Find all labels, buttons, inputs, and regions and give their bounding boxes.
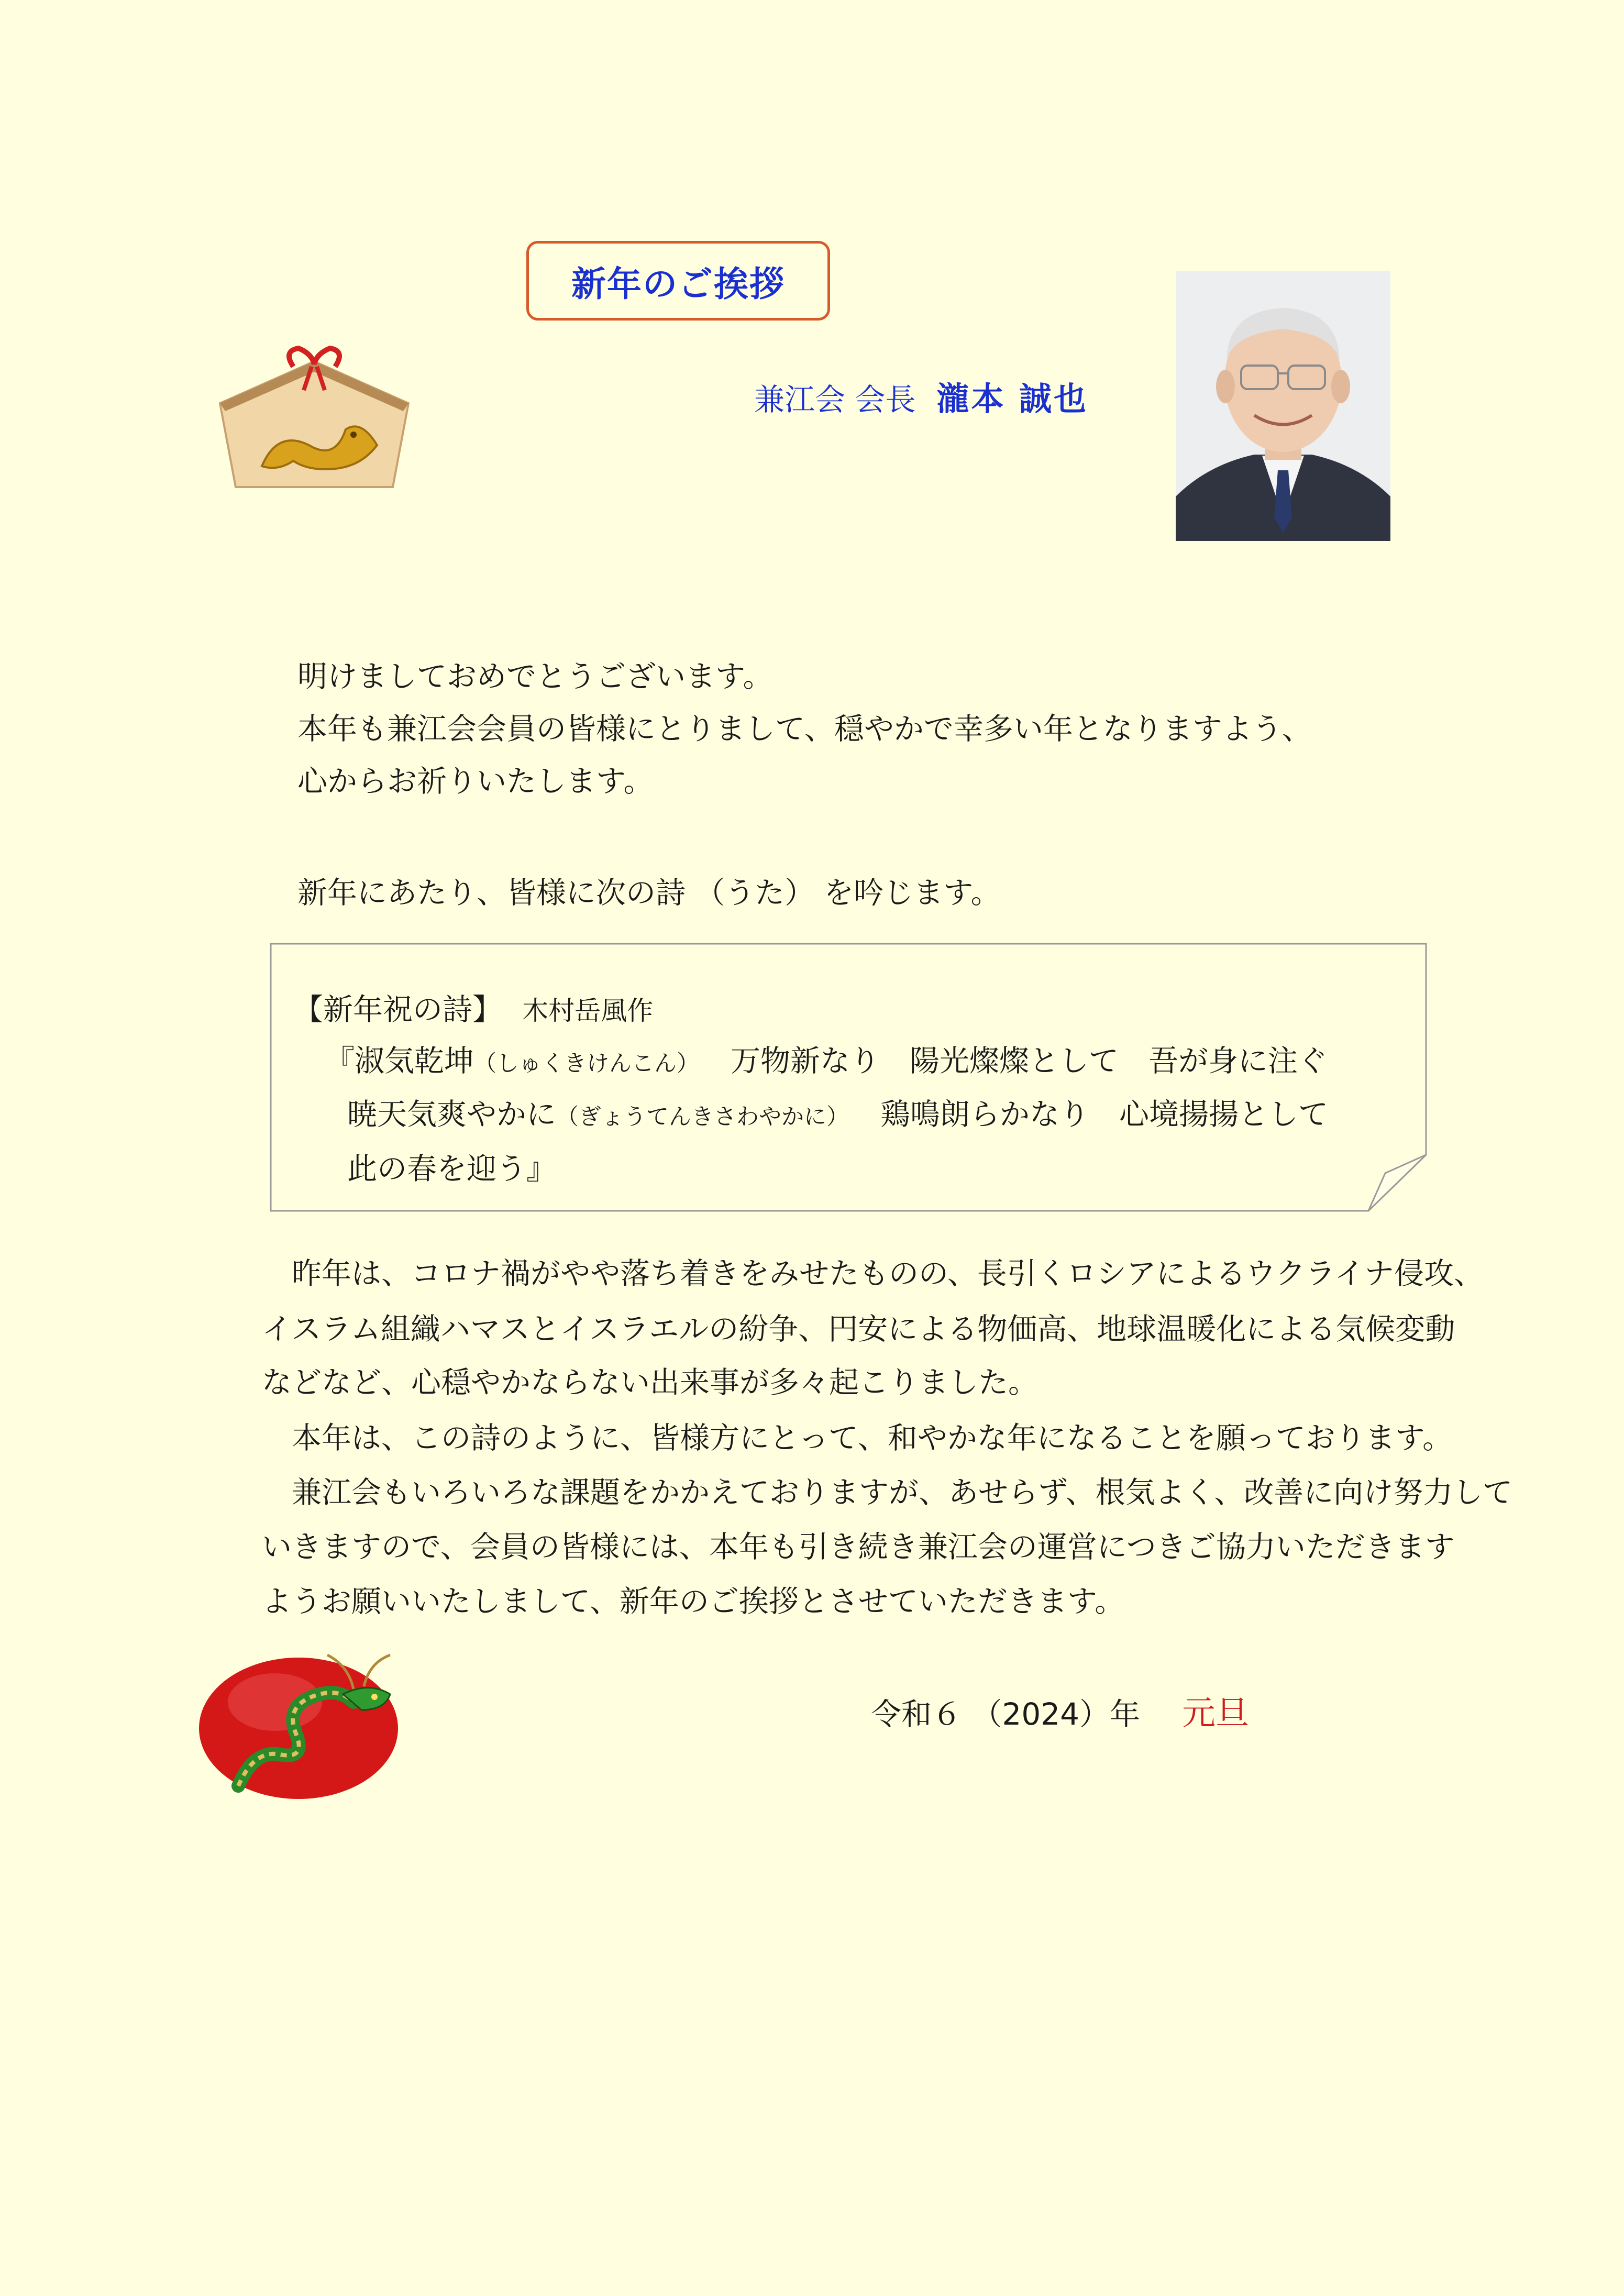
closing-date [871, 1686, 1249, 1735]
body-line-7: ようお願いいたしまして、新年のご挨拶とさせていただきます。 [262, 1584, 1125, 1619]
page-title: 新年のご挨拶 [571, 263, 785, 304]
body-line-6: いきますので、会員の皆様には、本年も引き続き兼江会の運営につきご協力いただきます [262, 1530, 1455, 1564]
poem-intro: 新年にあたり、皆様に次の詩 （うた） を吟じます。 [297, 876, 1001, 910]
poem-author: 木村岳風作 [522, 996, 654, 1026]
poem-title: 【新年祝の詩】 [293, 992, 502, 1027]
body-line-1: 昨年は、コロナ禍がやや落ち着きをみせたものの、長引くロシアによるウクライナ侵攻、 [262, 1256, 1484, 1291]
body-line-2: イスラム組織ハマスとイスラエルの紛争、円安による物価高、地球温暖化による気候変動 [262, 1312, 1455, 1346]
date-text: 令和６ （2024）年 [871, 1696, 1141, 1732]
poem-box [270, 943, 1427, 1212]
greeting-line-1: 明けましておめでとうございます。 [297, 659, 773, 694]
poem-line-2 [347, 1090, 1328, 1133]
poem-line-1 [325, 1037, 1328, 1080]
body-line-5: 兼江会もいろいろな課題をかかえておりますが、あせらず、根気よく、改善に向け努力して [262, 1475, 1513, 1510]
poem-line-1-start: 『淑気乾坤 [325, 1044, 474, 1078]
greeting-line-3: 心からお祈りいたします。 [297, 764, 654, 799]
poem-line-2-start: 暁天気爽やかに [347, 1097, 556, 1132]
author-org: 兼江会 会長 [754, 382, 916, 417]
author-name: 瀧本 誠也 [936, 380, 1089, 418]
poem-line-2-rest: 鶏鳴朗らかなり 心境揚揚として [880, 1097, 1328, 1132]
author-line [754, 373, 1088, 420]
ema-dragon-illustration [204, 340, 424, 498]
body-line-3: などなど、心穏やかならない出来事が多々起こりました。 [262, 1365, 1038, 1400]
poem-line-3: 此の春を迎う』 [347, 1152, 556, 1186]
portrait-image [1176, 271, 1390, 541]
greeting-line-2: 本年も兼江会会員の皆様にとりまして、穏やかで幸多い年となりますよう、 [297, 712, 1312, 746]
poem-heading [293, 986, 653, 1029]
dragon-sun-illustration [196, 1644, 411, 1802]
title-box [526, 241, 830, 321]
poem-line-1-reading: （しゅくきけんこん） [474, 1051, 699, 1077]
poem-line-1-rest: 万物新なり 陽光燦燦として 吾が身に注ぐ [731, 1044, 1328, 1078]
body-line-4: 本年は、この詩のように、皆様方にとって、和やかな年になることを願っております。 [262, 1421, 1453, 1455]
author-portrait [1176, 271, 1390, 541]
poem-line-2-reading: （ぎょうてんきさわやかに） [556, 1104, 849, 1130]
gantan-text: 元旦 [1182, 1694, 1250, 1733]
